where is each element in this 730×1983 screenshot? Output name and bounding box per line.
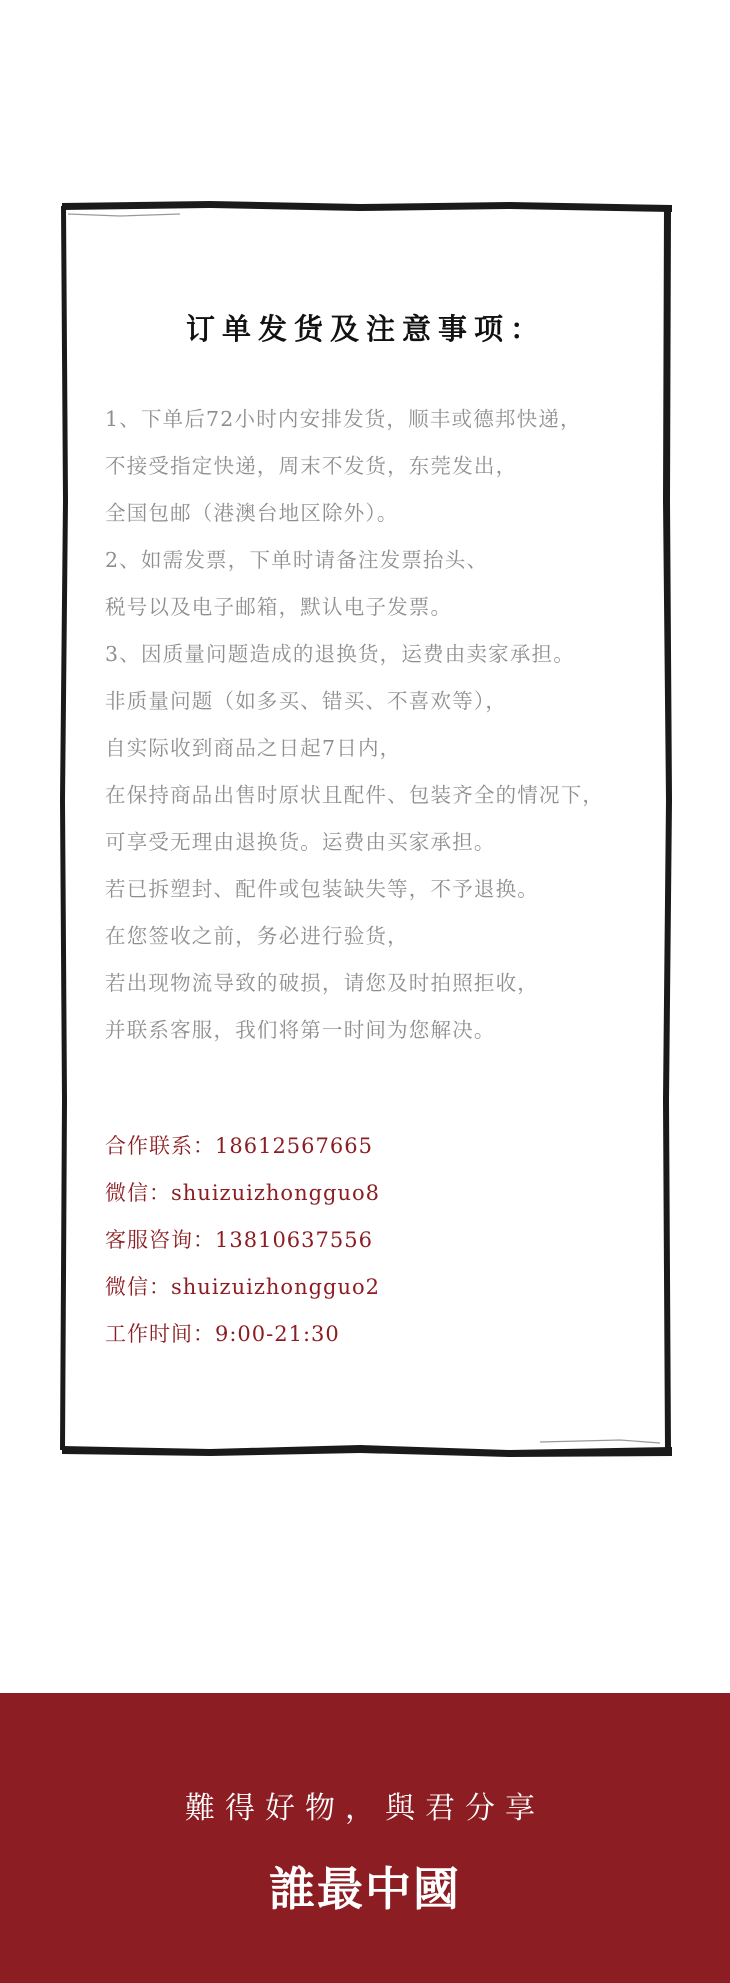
note-line: 并联系客服，我们将第一时间为您解决。 [105,1018,496,1042]
note-line: 可享受无理由退换货。运费由买家承担。 [105,830,496,854]
customer-service-phone: 客服咨询：13810637556 [105,1228,373,1252]
note-line: 若已拆塑封、配件或包装缺失等，不予退换。 [105,877,539,901]
shipping-notes [105,396,665,1054]
note-line: 2、如需发票，下单时请备注发票抬头、 [105,548,489,572]
note-line: 3、因质量问题造成的退换货，运费由卖家承担。 [105,642,575,666]
notice-card [60,200,672,1457]
note-line: 在您签收之前，务必进行验货， [105,924,409,948]
customer-service-wechat: 微信：shuizuizhongguo2 [105,1275,381,1299]
notice-title: 订单发货及注意事项： [185,312,546,346]
note-line: 全国包邮（港澳台地区除外）。 [105,501,399,525]
note-line: 若出现物流导致的破损，请您及时拍照拒收， [105,971,539,995]
note-line: 非质量问题（如多买、错买、不喜欢等）， [105,689,508,713]
note-line: 1、下单后72小时内安排发货，顺丰或德邦快递， [105,407,582,431]
brand-footer [0,1693,730,1983]
business-wechat: 微信：shuizuizhongguo8 [105,1181,381,1205]
note-line: 在保持商品出售时原状且配件、包装齐全的情况下， [105,783,605,807]
business-contact-phone: 合作联系：18612567665 [105,1134,373,1158]
note-line: 税号以及电子邮箱，默认电子发票。 [105,595,453,619]
brand-slogan: 難得好物，與君分享 [185,1791,545,1826]
contact-info [105,1123,665,1358]
brand-logo-text: 誰最中國 [269,1862,461,1916]
note-line: 不接受指定快递，周末不发货，东莞发出， [105,454,518,478]
note-line: 自实际收到商品之日起7日内， [105,736,402,760]
working-hours: 工作时间：9:00-21:30 [105,1322,340,1346]
